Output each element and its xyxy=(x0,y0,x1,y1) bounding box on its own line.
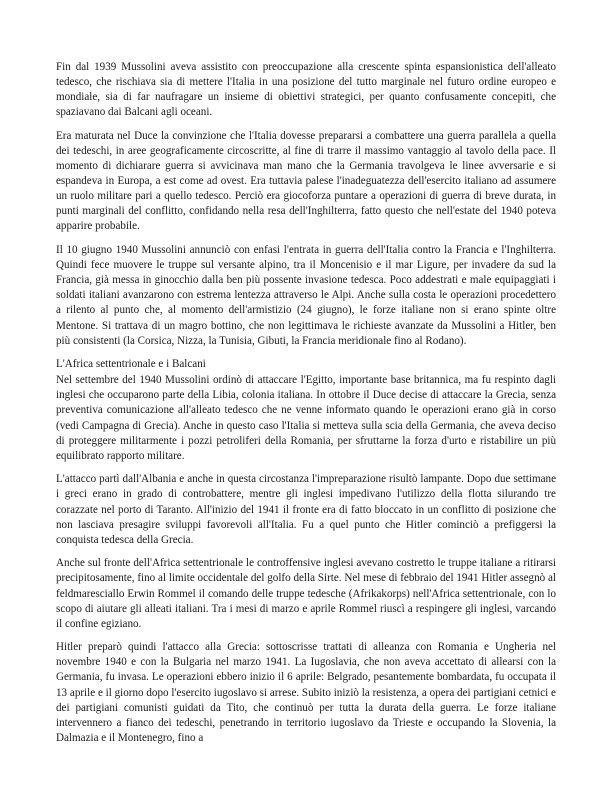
paragraph-3: Il 10 giugno 1940 Mussolini annunciò con enfasi l'entrata in guerra dell'Italia contro la Francia e l'Inghilterra. Quindi fece muovere le truppe sul versante alpino, tra il Moncenisio e il mar Ligure, per invadere da sud la Francia, già messa in ginocchio dalla ben più possente invasione tedesca. Poco addestrati e male equipaggiati i soldati italiani avanzarono con estrema lentezza attraverso le Alpi. Anche sulla costa le operazioni procedettero a rilento al punto che, al momento dell'armistizio (24 giugno), le forze italiane non si erano spinte oltre Mentone. Si trattava di un magro bottino, che non legittimava le richieste avanzate da Mussolini a Hitler, ben più consistenti (la Corsica, Nizza, la Tunisia, Gibuti, la Francia meridionale fino al Rodano). xyxy=(56,244,556,347)
paragraph-4: Nel settembre del 1940 Mussolini ordinò di attaccare l'Egitto, importante base britannica, ma fu respinto dagli inglesi che occuparono parte della Libia, colonia italiana. In ottobre il Duce decise di attaccare la Grecia, senza preventiva comunicazione all'alleato tedesco che ne venne informato quando le operazioni erano già in corso (vedi Campagna di Grecia). Anche in questo caso l'Italia si metteva sulla scia della Germania, che aveva deciso di proteggere militarmente i pozzi petroliferi della Romania, per sfruttarne la forza d'urto e ristabilire un più equilibrato rapporto militare. xyxy=(56,374,556,462)
paragraph-2: Era maturata nel Duce la convinzione che l'Italia dovesse prepararsi a combattere una guerra parallela a quella dei tedeschi, in aree geograficamente circoscritte, al fine di trarre il massimo vantaggio al tavolo della pace. Il momento di dichiarare guerra si avvicinava man mano che la Germania travolgeva le linee avversarie e si espandeva in Europa, a est come ad ovest. Era tuttavia palese l'inadeguatezza dell'esercito italiano ad assumere un ruolo militare pari a quello tedesco. Perciò era giocoforza puntare a operazioni di guerra di breve durata, in punti marginali del conflitto, confidando nella resa dell'Inghilterra, fatto questo che nell'estate del 1940 poteva apparire probabile. xyxy=(56,129,556,233)
paragraph-6: Anche sul fronte dell'Africa settentrionale le controffensive inglesi avevano costretto le truppe italiane a ritirarsi precipitosamente, fino al limite occidentale del golfo della Sirte. Nel mese di febbraio del 1941 Hitler assegnò al feldmaresciallo Erwin Rommel il comando delle truppe tedesche (Afrikakorps) nell'Africa settentrionale, con lo scopo di aiutare gli alleati italiani. Tra i mesi di marzo e aprile Rommel riuscì a respingere gli inglesi, varcando il confine egiziano. xyxy=(56,557,556,630)
document-page xyxy=(56,60,556,746)
paragraph-5: L'attacco partì dall'Albania e anche in questa circostanza l'impreparazione risultò lampante. Dopo due settimane i greci erano in grado di controbattere, mentre gli inglesi impedivano l'utilizzo della flotta silurando tre corazzate nel porto di Taranto. All'inizio del 1941 il fronte era di fatto bloccato in un conflitto di posizione che non lasciava presagire sviluppi favorevoli all'Italia. Fu a quel punto che Hitler cominciò a prefiggersi la conquista tedesca della Grecia. xyxy=(56,473,556,546)
paragraph-7: Hitler preparò quindi l'attacco alla Grecia: sottoscrisse trattati di alleanza con Romania e Ungheria nel novembre 1940 e con la Bulgaria nel marzo 1941. La Iugoslavia, che non aveva accettato di allearsi con la Germania, fu invasa. Le operazioni ebbero inizio il 6 aprile: Belgrado, pesantemente bombardata, fu occupata il 13 aprile e il giorno dopo l'esercito iugoslavo si arrese. Subito iniziò la resistenza, a opera dei partigiani cetnici e dei partigiani comunisti guidati da Tito, che continuò per tutta la durata della guerra. Le forze italiane intervennero a fianco dei tedeschi, penetrando in territorio iugoslavo da Trieste e occupando la Slovenia, la Dalmazia e il Montenegro, fino a xyxy=(56,641,556,744)
paragraph-1: Fin dal 1939 Mussolini aveva assistito con preoccupazione alla crescente spinta espansionistica dell'alleato tedesco, che rischiava sia di mettere l'Italia in una posizione del tutto marginale nel futuro ordine europeo e mondiale, sia di far naufragare un insieme di obiettivi strategici, per quanto confusamente concepiti, che spaziavano dai Balcani agli oceani. xyxy=(56,61,556,119)
section-heading: L'Africa settentrionale e i Balcani xyxy=(56,358,206,371)
